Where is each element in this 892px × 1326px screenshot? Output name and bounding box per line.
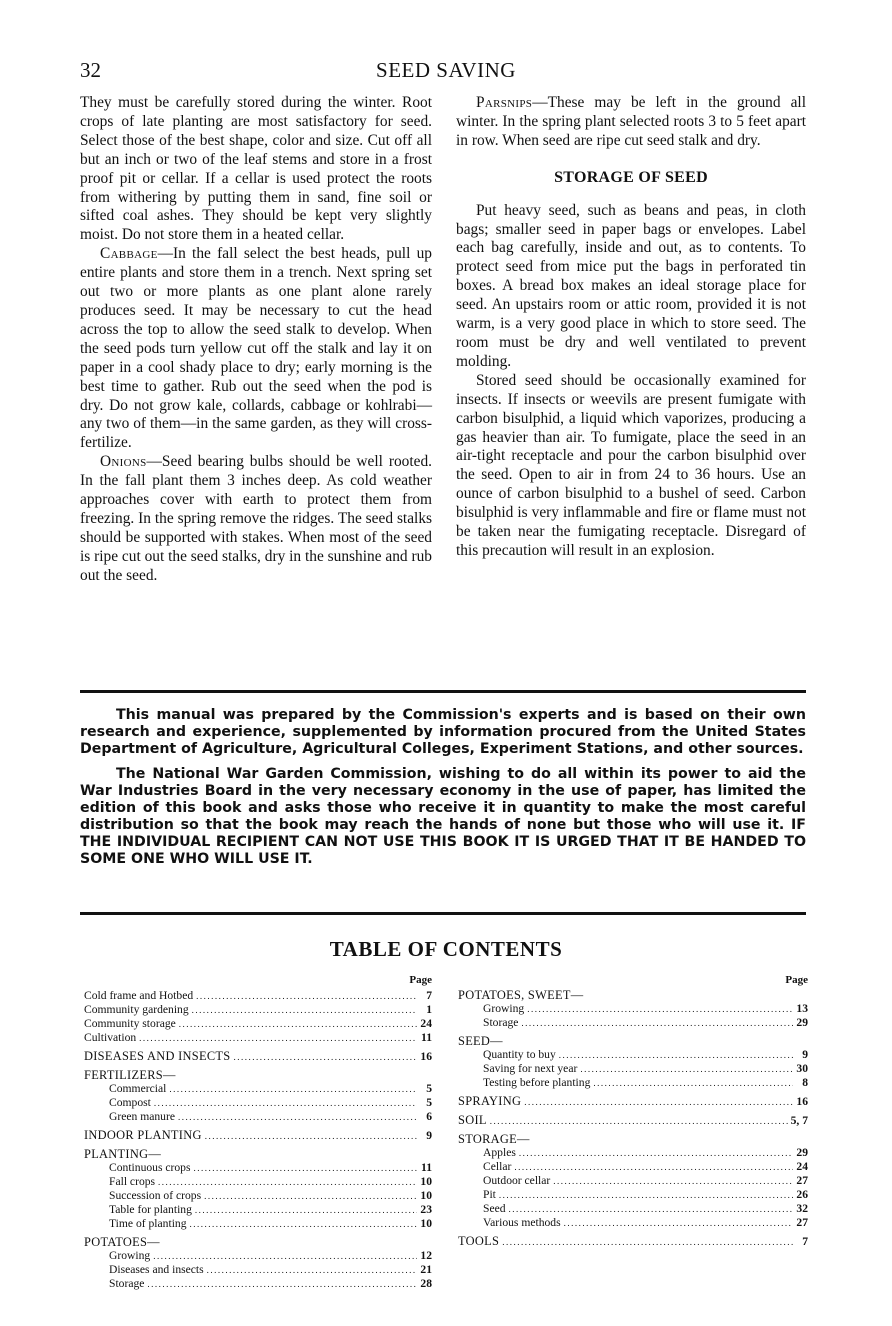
toc-entry-label: Growing	[109, 1249, 151, 1262]
toc-entry	[84, 1203, 432, 1217]
toc-leader-dots	[204, 1190, 417, 1203]
toc-leader-dots	[514, 1161, 793, 1174]
toc-entry-page: 7	[802, 1235, 808, 1248]
toc-entry	[84, 1175, 432, 1189]
storage-heading: STORAGE OF SEED	[554, 168, 708, 186]
toc-entry	[458, 1016, 808, 1030]
toc-leader-dots	[193, 1162, 417, 1175]
toc-entry-page: 11	[421, 1031, 432, 1044]
toc-leader-dots	[233, 1051, 417, 1064]
toc-entry-label: Succession of crops	[109, 1189, 202, 1202]
storage-paragraph-2: Stored seed should be occasionally examined for insects. If insects or weevils are present fumigate with carbon bisulphid, a liquid which vaporizes, producing a gas heavier than air. To fumigate, place the seed in an air-tight receptacle and pour the carbon bisulphid over the seed. Open to air in from 24 to 36 hours. Use an ounce of carbon bisulphid to a bushel of seed. Carbon bisulphid is very inflammable and fire or flame must not be taken near the fumigating receptacle. Disregard of this precaution will result in an explosion.	[456, 371, 806, 559]
toc-entry	[84, 1003, 432, 1017]
cabbage-label: Cabbage	[100, 245, 158, 263]
toc-entry-page: 9	[802, 1048, 808, 1061]
toc-entry	[458, 1216, 808, 1230]
toc-leader-dots	[207, 1264, 417, 1277]
toc-leader-dots	[524, 1096, 793, 1109]
toc-entry	[84, 1082, 432, 1096]
commission-notice	[80, 707, 806, 876]
toc-entry-page: 24	[420, 1017, 432, 1030]
toc-leader-dots	[559, 1049, 793, 1062]
toc-entry	[84, 1249, 432, 1263]
notice-paragraph-1: This manual was prepared by the Commission's experts and is based on their own research and experience, supplemented by information procured from the United States Department of Agriculture, Agricultural Colleges, Experiment Stations, and other sources.	[80, 707, 806, 757]
storage-paragraph-1: Put heavy seed, such as beans and peas, in cloth bags; smaller seed in paper bags or envelopes. Label each bag carefully, inside and out, as to contents. To protect seed from mice put the bags in perforated tin boxes. A bread box makes an ideal storage place for seed. An upstairs room or attic room, provided it is not warm, is a very good place in which to store seed. The room must be dry and well ventilated to prevent molding.	[456, 201, 806, 370]
toc-leader-dots	[169, 1083, 417, 1096]
toc-entry-label: Storage	[109, 1277, 145, 1290]
toc-leader-dots	[553, 1175, 793, 1188]
toc-entry-page: 1	[426, 1003, 432, 1016]
toc-leader-dots	[499, 1189, 793, 1202]
toc-entry-page: 13	[796, 1002, 808, 1015]
toc-entry-label: Green manure	[109, 1110, 175, 1123]
toc-entry	[84, 1050, 432, 1064]
toc-entry	[458, 1146, 808, 1160]
toc-leader-dots	[158, 1176, 417, 1189]
toc-entry-page: 27	[796, 1174, 808, 1187]
right-column	[456, 94, 806, 561]
toc-leader-dots	[192, 1004, 417, 1017]
toc-entry-label: Various methods	[483, 1216, 561, 1229]
toc-entry-label: Compost	[109, 1096, 151, 1109]
toc-entry	[84, 1069, 432, 1082]
toc-entry-label: Cultivation	[84, 1031, 137, 1044]
page-number: 32	[80, 58, 101, 82]
toc-entry-page: 32	[796, 1202, 808, 1215]
toc-entry	[458, 989, 808, 1002]
toc-entry	[84, 1031, 432, 1045]
toc-entry	[458, 1062, 808, 1076]
toc-entry	[84, 1161, 432, 1175]
toc-entry-page: 8	[802, 1076, 808, 1089]
toc-entry	[84, 1129, 432, 1143]
toc-leader-dots	[490, 1115, 788, 1128]
onions-paragraph	[80, 453, 432, 585]
toc-leader-dots	[564, 1217, 793, 1230]
toc-entry-label: FERTILIZERS—	[84, 1068, 176, 1082]
toc-entry-page: 5	[426, 1096, 432, 1109]
toc-leader-dots	[179, 1018, 417, 1031]
toc-entry-page: 10	[420, 1189, 432, 1202]
toc-right-column	[458, 974, 808, 1249]
toc-entry-label: Storage	[483, 1016, 519, 1029]
toc-entry-page: 27	[796, 1216, 808, 1229]
toc-entry-label: PLANTING—	[84, 1147, 162, 1161]
toc-entry-page: 16	[420, 1050, 432, 1063]
toc-leader-dots	[153, 1250, 417, 1263]
toc-entry-label: Quantity to buy	[483, 1048, 556, 1061]
toc-entry-label: Commercial	[109, 1082, 167, 1095]
toc-entry-label: SEED—	[458, 1034, 503, 1048]
toc-entry	[84, 1148, 432, 1161]
toc-entry-page: 5	[426, 1082, 432, 1095]
toc-entry-label: Seed	[483, 1202, 506, 1215]
toc-entry	[458, 1048, 808, 1062]
toc-entry-page: 24	[796, 1160, 808, 1173]
toc-entry-label: Saving for next year	[483, 1062, 578, 1075]
toc-entry-label: SOIL	[458, 1113, 487, 1127]
parsnips-text: —These may be left in the ground all winter. In the spring plant selected roots 3 to 5 feet apart in row. When seed are ripe cut seed stalk and dry.	[456, 94, 806, 149]
toc-entry-page: 10	[420, 1175, 432, 1188]
toc-entry-page: 10	[420, 1217, 432, 1230]
toc-entry	[84, 1263, 432, 1277]
toc-entry	[84, 1110, 432, 1124]
toc-entry-label: SPRAYING	[458, 1094, 522, 1108]
parsnips-paragraph	[456, 94, 806, 151]
toc-entry	[458, 1202, 808, 1216]
toc-entry-label: STORAGE—	[458, 1132, 530, 1146]
toc-leader-dots	[205, 1130, 417, 1143]
toc-entry	[458, 1114, 808, 1128]
toc-entry-page: 5, 7	[790, 1114, 808, 1127]
toc-entry	[458, 1133, 808, 1146]
toc-entry-page: 30	[796, 1062, 808, 1075]
toc-entry-label: TOOLS	[458, 1234, 500, 1248]
notice-paragraph-2: The National War Garden Commission, wishing to do all within its power to aid the War Industries Board in the very necessary economy in the use of paper, has limited the edition of this book and asks those who receive it in quantity to make the most careful distribution so that the book may reach the hands of none but those who will use it. IF THE INDIVIDUAL RECIPIENT CAN NOT USE THIS BOOK IT IS URGED THAT IT BE HANDED TO SOME ONE WHO WILL USE IT.	[80, 766, 806, 867]
toc-entry-label: Fall crops	[109, 1175, 156, 1188]
toc-entry	[84, 1096, 432, 1110]
toc-entry-page: 12	[420, 1249, 432, 1262]
toc-entry-label: Cold frame and Hotbed	[84, 989, 194, 1002]
onions-text: —Seed bearing bulbs should be well rooted. In the fall plant them 3 inches deep. As cold weather approaches cover with earth to protect them from freezing. In the spring remove the ridges. The seed stalks should be supported with stakes. When most of the seed is ripe cut out the seed stalks, dry in the sunshine and rub out the seed.	[80, 453, 432, 584]
toc-leader-dots	[593, 1077, 793, 1090]
toc-entry-page: 7	[426, 989, 432, 1002]
cabbage-text: —In the fall select the best heads, pull up entire plants and store them in a trench. Next spring set out two or more plants as one plant alone rarely produces seed. It may be necessary to cut the head across the top to allow the seed stalk to develop. When the seed pods turn yellow cut off the stalk and lay it on paper in a cool shady place to dry; early morning is the best time to gather. Rub out the seed when the pod is dry. Do not grow kale, collards, cabbage or kohlrabi—any two of them—in the same garden, as they will cross-fertilize.	[80, 245, 432, 452]
toc-leader-dots	[519, 1147, 793, 1160]
toc-leader-dots	[190, 1218, 417, 1231]
toc-entry-label: Diseases and insects	[109, 1263, 204, 1276]
toc-entry-label: POTATOES, SWEET—	[458, 988, 584, 1002]
toc-entry	[458, 1035, 808, 1048]
toc-leader-dots	[154, 1097, 417, 1110]
toc-leader-dots	[527, 1003, 793, 1016]
toc-leader-dots	[196, 990, 417, 1003]
toc-entry-label: DISEASES AND INSECTS	[84, 1049, 231, 1063]
toc-entry-page: 29	[796, 1146, 808, 1159]
toc-entry	[84, 989, 432, 1003]
toc-entry-label: Cellar	[483, 1160, 512, 1173]
toc-leader-dots	[509, 1203, 793, 1216]
root-crops-paragraph: They must be carefully stored during the winter. Root crops of late planting are most satisfactory for seed. Select those of the best shape, color and size. Cut off all but an inch or two of the leaf stems and store in a frost proof pit or cellar. If a cellar is used protect the roots from withering by putting them in sand, fine soil or sifted coal ashes. They should be kept very slightly moist. Do not store them in a heated cellar.	[80, 94, 432, 244]
toc-entry-page: 11	[421, 1161, 432, 1174]
cabbage-paragraph	[80, 245, 432, 453]
toc-leader-dots	[580, 1063, 793, 1076]
toc-entry-label: Outdoor cellar	[483, 1174, 551, 1187]
toc-entry	[458, 1174, 808, 1188]
toc-leader-dots	[521, 1017, 793, 1030]
toc-entry-page: 6	[426, 1110, 432, 1123]
toc-entry-label: Table for planting	[109, 1203, 192, 1216]
divider-top	[80, 690, 806, 693]
toc-entry-page: 29	[796, 1016, 808, 1029]
toc-leader-dots	[195, 1204, 417, 1217]
toc-entry	[84, 1277, 432, 1291]
toc-entry-page: 26	[796, 1188, 808, 1201]
toc-entry-label: INDOOR PLANTING	[84, 1128, 202, 1142]
toc-entry	[84, 1236, 432, 1249]
toc-entry-label: Time of planting	[109, 1217, 187, 1230]
toc-entry-page: 23	[420, 1203, 432, 1216]
toc-entry	[458, 1188, 808, 1202]
toc-entry-label: Community gardening	[84, 1003, 189, 1016]
divider-bottom	[80, 912, 806, 915]
toc-leader-dots	[502, 1236, 793, 1249]
toc-leader-dots	[139, 1032, 417, 1045]
toc-entry-label: Testing before planting	[483, 1076, 591, 1089]
toc-entry	[458, 1095, 808, 1109]
toc-entry	[84, 1189, 432, 1203]
toc-entry	[458, 1002, 808, 1016]
toc-page-label-right: Page	[785, 974, 808, 986]
toc-entry-label: Community storage	[84, 1017, 176, 1030]
parsnips-label: Parsnips	[476, 94, 533, 111]
toc-entry-label: POTATOES—	[84, 1235, 160, 1249]
toc-entry-label: Pit	[483, 1188, 496, 1201]
toc-entry	[458, 1076, 808, 1090]
toc-entry-page: 21	[420, 1263, 432, 1276]
toc-entry-label: Continuous crops	[109, 1161, 191, 1174]
toc-entry	[458, 1235, 808, 1249]
toc-entry-label: Growing	[483, 1002, 525, 1015]
onions-label: Onions	[100, 453, 147, 471]
running-title: SEED SAVING	[376, 58, 516, 82]
left-column	[80, 94, 432, 586]
toc-entry	[84, 1217, 432, 1231]
toc-entry-label: Apples	[483, 1146, 516, 1159]
toc-page-label-left: Page	[409, 974, 432, 986]
toc-entry	[84, 1017, 432, 1031]
toc-title: TABLE OF CONTENTS	[329, 937, 563, 961]
toc-leader-dots	[178, 1111, 417, 1124]
toc-entry	[458, 1160, 808, 1174]
toc-entry-page: 16	[796, 1095, 808, 1108]
toc-entry-page: 9	[426, 1129, 432, 1142]
toc-left-column	[84, 974, 432, 1291]
toc-entry-page: 28	[420, 1277, 432, 1290]
toc-leader-dots	[147, 1278, 417, 1291]
